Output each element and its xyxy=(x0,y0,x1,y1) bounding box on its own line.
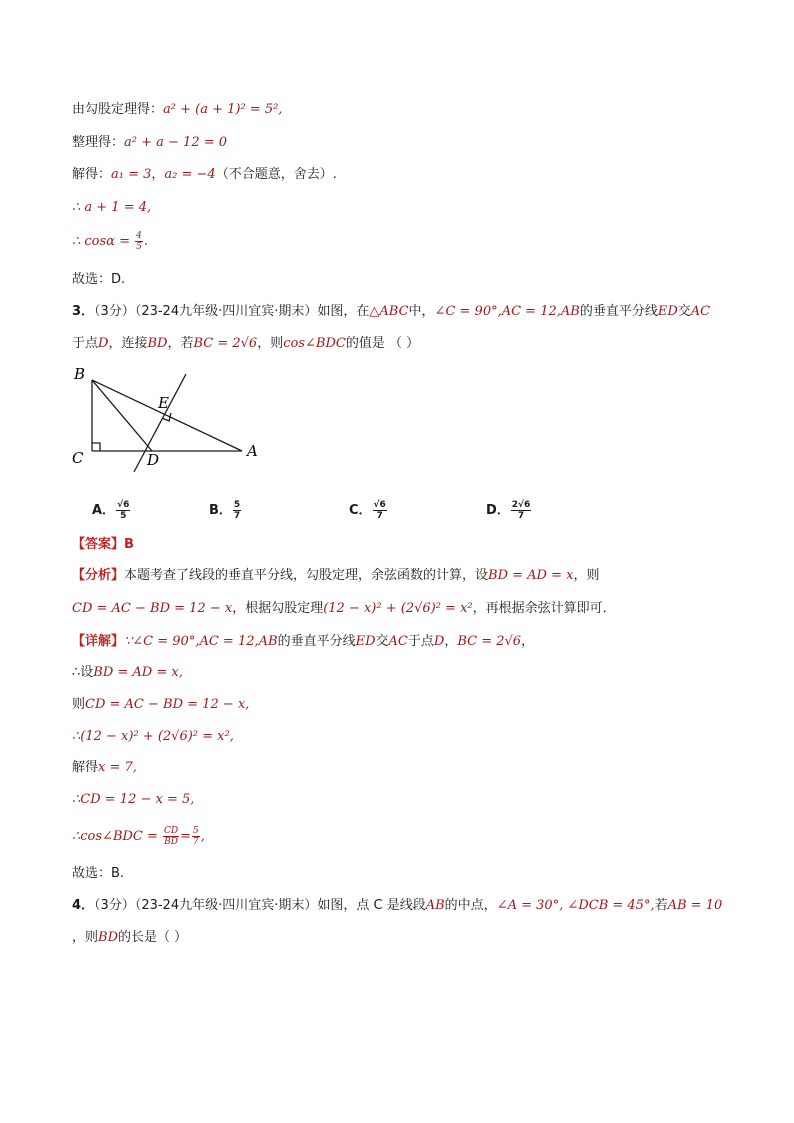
triangle-figure xyxy=(66,364,276,474)
label-b: B xyxy=(74,365,86,383)
right-angle-mark-c xyxy=(92,443,100,451)
fraction: $\frac{2√6}{7}$ xyxy=(511,500,531,521)
option-d[interactable]: D． $\frac{2√6}{7}$ xyxy=(486,500,531,521)
fraction: $\frac{5}{7}$ xyxy=(233,500,241,521)
solution-line-simplify: 整理得：a² + a − 12 = 0 xyxy=(72,135,228,150)
solution-line-pythagoras: 由勾股定理得：a² + (a + 1)² = 5², xyxy=(72,102,283,117)
fraction: $\frac{5}{7}$ xyxy=(193,826,199,847)
label-a: A xyxy=(247,442,258,460)
option-a[interactable]: A． $\frac{√6}{5}$ xyxy=(92,500,130,521)
analysis-line-2: CD = AC − BD = 12 − x，根据勾股定理(12 − x)² + (2√6)² = x²，再根据余弦计算即可． xyxy=(72,601,616,616)
detail-step-5: ∴CD = 12 − x = 5, xyxy=(72,792,195,807)
fraction: $\frac{√6}{7}$ xyxy=(373,500,386,521)
fraction: $\frac{4}{5}$ xyxy=(136,231,142,252)
question-4-stem: 4．（3分）（23-24九年级·四川宜宾·期末）如图，点 C 是线段AB的中点，∠A = 30°, ∠DCB = 45°,若AB = 10 xyxy=(72,898,723,913)
analysis-line-1: 【分析】本题考查了线段的垂直平分线，勾股定理，余弦函数的计算，设BD = AD = x，则 xyxy=(72,568,600,583)
question-3-stem-line-2: 于点D，连接BD，若BC = 2√6，则cos∠BDC的值是 （ ） xyxy=(72,336,420,351)
bisector-line xyxy=(134,374,186,472)
question-3-stem: 3．（3分）（23-24九年级·四川宜宾·期末）如图，在△ABC中，∠C = 90°,AC = 12,AB的垂直平分线ED交AC xyxy=(72,304,711,319)
answer-line xyxy=(72,535,134,555)
detail-step-2: 则CD = AC − BD = 12 − x, xyxy=(72,697,250,712)
option-c[interactable]: C． $\frac{√6}{7}$ xyxy=(349,500,386,521)
analysis-tag: 【分析】 xyxy=(72,568,125,583)
detail-line-1: 【详解】∵∠C = 90°,AC = 12,AB的垂直平分线ED交AC于点D，BC = 2√6， xyxy=(72,634,535,649)
solution-line-therefore: ∴ a + 1 = 4, xyxy=(72,200,152,215)
fraction: $\frac{√6}{5}$ xyxy=(117,500,130,521)
detail-tag: 【详解】 xyxy=(72,634,125,649)
segment-ab xyxy=(92,380,242,451)
detail-step-6: ∴cos∠BDC = $\frac{CD}{BD}$ = $\frac{5}{7}$ , xyxy=(72,826,205,847)
fraction: $\frac{CD}{BD}$ xyxy=(164,826,179,847)
question-4-stem-line-2: ，则BD的长是（ ） xyxy=(72,930,188,945)
detail-step-3: ∴(12 − x)² + (2√6)² = x², xyxy=(72,729,234,744)
solution-line-choose: 故选：D. xyxy=(72,272,126,287)
solution-line-cos: ∴ cosα = $\frac{4}{5}$ . xyxy=(72,231,149,252)
segment-bd xyxy=(92,380,152,451)
answer-tag: 【答案】 xyxy=(72,537,125,552)
detail-step-4: 解得x = 7, xyxy=(72,760,137,775)
label-c: C xyxy=(72,449,84,467)
math-expression: a² + a − 12 = 0 xyxy=(124,135,228,150)
detail-conclusion: 故选：B. xyxy=(72,866,125,881)
solution-line-solve: 解得：a₁ = 3，a₂ = −4（不合题意，舍去）. xyxy=(72,167,337,182)
option-b[interactable]: B． $\frac{5}{7}$ xyxy=(209,500,241,521)
label-e: E xyxy=(158,394,169,412)
answer-value: B xyxy=(124,537,134,552)
label-d: D xyxy=(147,451,160,469)
math-expression: a² + (a + 1)² = 5², xyxy=(163,102,283,117)
detail-step-1: ∴设BD = AD = x, xyxy=(72,665,183,680)
